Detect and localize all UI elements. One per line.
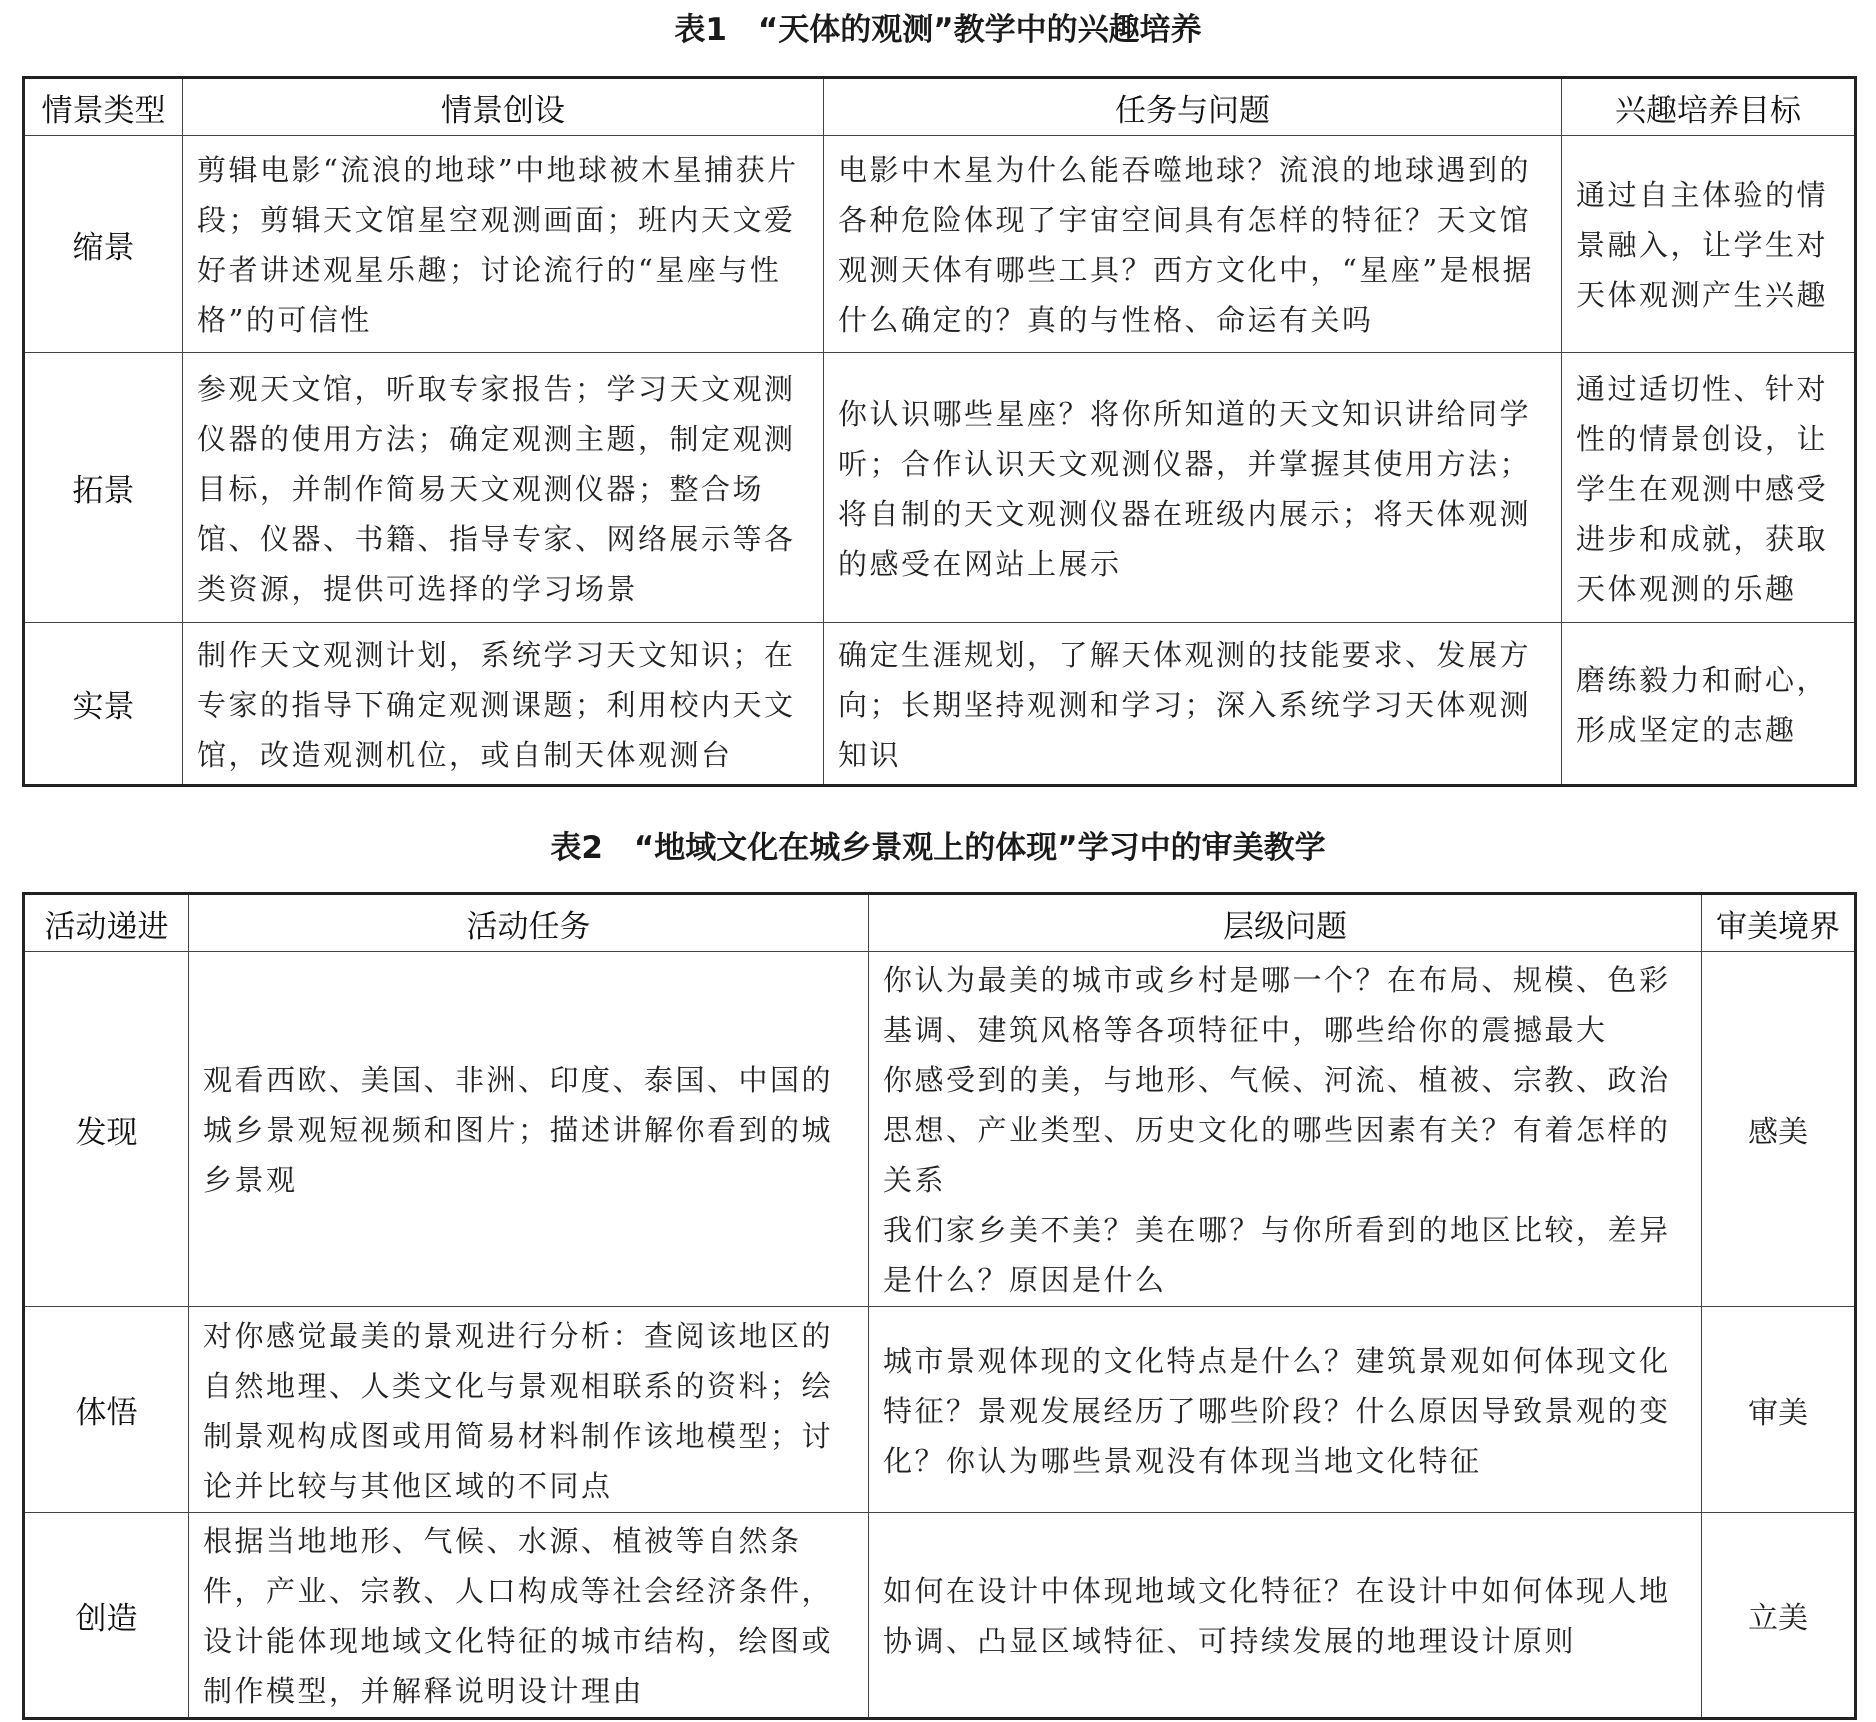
table2-row-questions <box>869 1307 1702 1513</box>
table2-header-questions: 层级问题 <box>869 894 1702 952</box>
table2-row-activity: 观看西欧、美国、非洲、印度、泰国、中国的城乡景观短视频和图片；描述讲解你看到的城乡景观 <box>189 952 869 1307</box>
question-line: 我们家乡美不美？美在哪？与你所看到的地区比较，差异是什么？原因是什么 <box>883 1213 1671 1297</box>
table1-row-goal: 通过自主体验的情景融入，让学生对天体观测产生兴趣 <box>1562 136 1856 353</box>
table-row <box>24 1307 1856 1513</box>
table1-header-task: 任务与问题 <box>824 78 1562 136</box>
table1-header-row <box>24 78 1856 136</box>
question-line: 你感受到的美，与地形、气候、河流、植被、宗教、政治思想、产业类型、历史文化的哪些因素有关？有着怎样的关系 <box>883 1063 1671 1197</box>
table2-row-stage: 发现 <box>24 952 189 1307</box>
table-row <box>24 952 1856 1307</box>
table-row <box>24 353 1856 623</box>
table2-header-activity: 活动任务 <box>189 894 869 952</box>
table1-row-scenario: 剪辑电影“流浪的地球”中地球被木星捕获片段；剪辑天文馆星空观测画面；班内天文爱好者讲述观星乐趣；讨论流行的“星座与性格”的可信性 <box>183 136 824 353</box>
table-row <box>24 1513 1856 1719</box>
table1-row-type: 缩景 <box>24 136 183 353</box>
table1-row-task: 确定生涯规划，了解天体观测的技能要求、发展方向；长期坚持观测和学习；深入系统学习天体观测知识 <box>824 623 1562 786</box>
table2-row-stage: 体悟 <box>24 1307 189 1513</box>
table1-header-type: 情景类型 <box>24 78 183 136</box>
table1-row-goal: 磨练毅力和耐心，形成坚定的志趣 <box>1562 623 1856 786</box>
table1-row-type: 拓景 <box>24 353 183 623</box>
table1 <box>22 76 1857 787</box>
question-line: 你认为最美的城市或乡村是哪一个？在布局、规模、色彩基调、建筑风格等各项特征中，哪些给你的震撼最大 <box>883 963 1671 1047</box>
table2-header-stage: 活动递进 <box>24 894 189 952</box>
table2-header-row <box>24 894 1856 952</box>
table1-row-scenario: 制作天文观测计划，系统学习天文知识；在专家的指导下确定观测课题；利用校内天文馆，改造观测机位，或自制天体观测台 <box>183 623 824 786</box>
table1-caption: 表1 “天体的观测”教学中的兴趣培养 <box>674 12 1202 48</box>
table-row <box>24 136 1856 353</box>
table2-row-realm: 审美 <box>1702 1307 1856 1513</box>
table2-row-questions <box>869 952 1702 1307</box>
table2-header-realm: 审美境界 <box>1702 894 1856 952</box>
table2 <box>22 892 1857 1720</box>
table1-row-scenario: 参观天文馆，听取专家报告；学习天文观测仪器的使用方法；确定观测主题，制定观测目标，并制作简易天文观测仪器；整合场馆、仪器、书籍、指导专家、网络展示等各类资源，提供可选择的学习场景 <box>183 353 824 623</box>
table2-caption: 表2 “地域文化在城乡景观上的体现”学习中的审美教学 <box>550 830 1326 866</box>
table1-header-goal: 兴趣培养目标 <box>1562 78 1856 136</box>
table2-row-questions <box>869 1513 1702 1719</box>
table1-row-type: 实景 <box>24 623 183 786</box>
table2-row-stage: 创造 <box>24 1513 189 1719</box>
table1-header-scenario: 情景创设 <box>183 78 824 136</box>
table1-row-goal: 通过适切性、针对性的情景创设，让学生在观测中感受进步和成就，获取天体观测的乐趣 <box>1562 353 1856 623</box>
table2-row-activity: 根据当地地形、气候、水源、植被等自然条件，产业、宗教、人口构成等社会经济条件，设计能体现地域文化特征的城市结构，绘图或制作模型，并解释说明设计理由 <box>189 1513 869 1719</box>
table2-row-activity: 对你感觉最美的景观进行分析：查阅该地区的自然地理、人类文化与景观相联系的资料；绘制景观构成图或用简易材料制作该地模型；讨论并比较与其他区域的不同点 <box>189 1307 869 1513</box>
table2-row-realm: 立美 <box>1702 1513 1856 1719</box>
table2-row-realm: 感美 <box>1702 952 1856 1307</box>
table1-row-task: 电影中木星为什么能吞噬地球？流浪的地球遇到的各种危险体现了宇宙空间具有怎样的特征？天文馆观测天体有哪些工具？西方文化中，“星座”是根据什么确定的？真的与性格、命运有关吗 <box>824 136 1562 353</box>
question-line: 城市景观体现的文化特点是什么？建筑景观如何体现文化特征？景观发展经历了哪些阶段？什么原因导致景观的变化？你认为哪些景观没有体现当地文化特征 <box>883 1343 1671 1478</box>
table1-row-task: 你认识哪些星座？将你所知道的天文知识讲给同学听；合作认识天文观测仪器，并掌握其使用方法；将自制的天文观测仪器在班级内展示；将天体观测的感受在网站上展示 <box>824 353 1562 623</box>
table-row <box>24 623 1856 786</box>
question-line: 如何在设计中体现地域文化特征？在设计中如何体现人地协调、凸显区域特征、可持续发展的地理设计原则 <box>883 1574 1671 1658</box>
